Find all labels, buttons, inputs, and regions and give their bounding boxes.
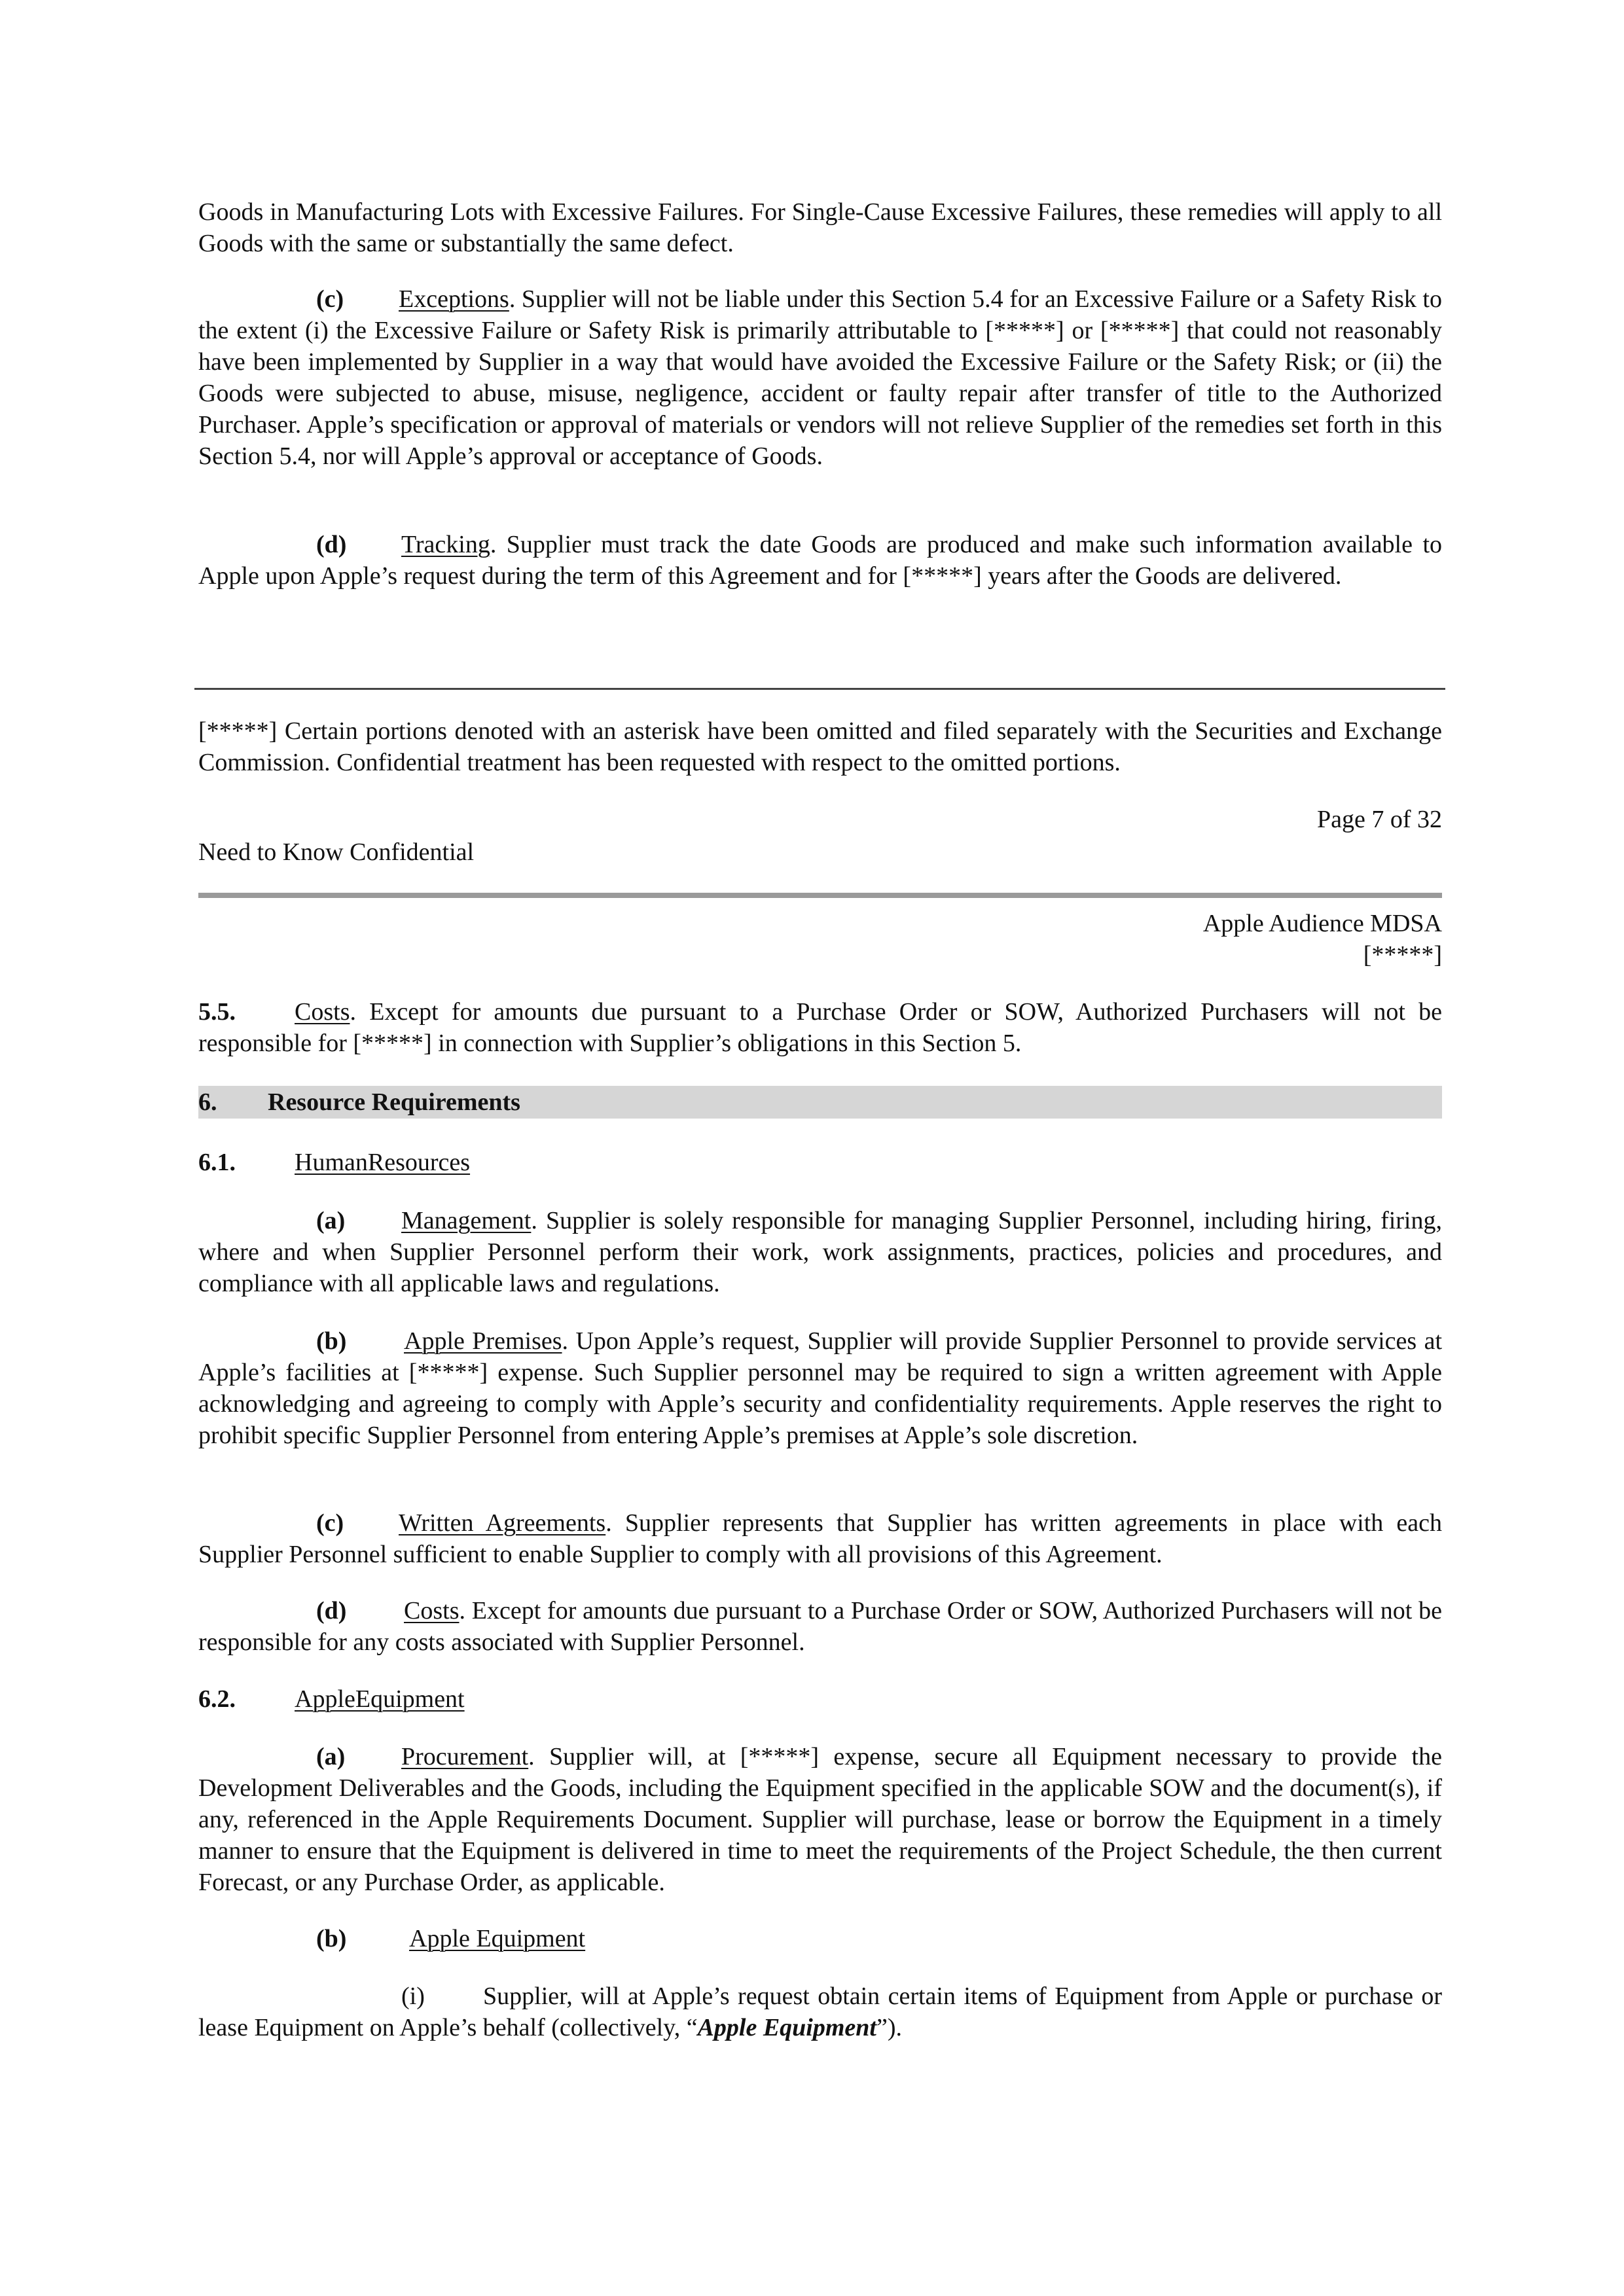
clause-title: Apple Premises <box>404 1327 562 1355</box>
section-title: Resource Requirements <box>268 1088 520 1116</box>
section-title: HumanResources <box>295 1149 471 1176</box>
header-title <box>198 908 1442 939</box>
clause-text: . Supplier will, at [*****] expense, secure all Equipment necessary to provide the Development Deliverables and the Goods, including the Equipment specified in the applicable SOW and the document(s), if any, referenced in the Apple Requirements Document. Supplier will purchase, lease or borrow the Equipment in a timely manner to ensure that the Equipment is delivered in time to meet the requirements of the Project Schedule, the then current Forecast, or any Purchase Order, as applicable. <box>198 1743 1442 1896</box>
section-title: AppleEquipment <box>295 1685 465 1713</box>
clause-title: Management <box>401 1207 532 1234</box>
subclause-end: ”). <box>876 2014 903 2041</box>
page-number-text: Page 7 of 32 <box>1316 806 1442 833</box>
header-title-text: Apple Audience MDSA <box>1202 910 1442 937</box>
clause-label: (b) <box>316 1327 347 1355</box>
clause-text: . Supplier is solely responsible for managing Supplier Personnel, including hiring, firing, where and when Supplier Personnel perform their work, work assignments, practices, policies and procedures, and compliance with all applicable laws and regulations. <box>198 1207 1442 1297</box>
clause-title: Costs <box>404 1597 460 1624</box>
subclause-text: Supplier, will at Apple’s request obtain certain items of Equipment from Apple or purchase or lease Equipment on Apple’s behalf (collectively, “ <box>198 1982 1442 2041</box>
header-divider <box>198 893 1442 898</box>
clause-title: Tracking <box>401 531 490 558</box>
clause-label: (a) <box>316 1743 346 1770</box>
paragraph-text: Goods in Manufacturing Lots with Excessive Failures. For Single-Cause Excessive Failures, these remedies will apply to all Goods with the same or substantially the same defect. <box>198 198 1442 257</box>
clause-text: . Supplier will not be liable under this Section 5.4 for an Excessive Failure or a Safety Risk to the extent (i) the Excessive Failure or Safety Risk is primarily attributable to [*****] or [*****] that could not reasonably have been implemented by Supplier in a way that would have avoided the Excessive Failure or the Safety Risk; or (ii) the Goods were subjected to abuse, misuse, negligence, accident or faulty repair after transfer of title to the Authorized Purchaser. Apple’s specification or approval of materials or vendors will not relieve Supplier of the remedies set forth in this Section 5.4, nor will Apple’s approval or acceptance of Goods. <box>198 285 1442 470</box>
section-6-2-heading <box>198 1683 1442 1715</box>
clause-6-1-a <box>198 1205 1442 1299</box>
section-5-5 <box>198 996 1442 1059</box>
clause-6-1-d <box>198 1595 1442 1658</box>
clause-label: (d) <box>316 531 347 558</box>
section-number: 5.5. <box>198 998 236 1026</box>
clause-5-4-c <box>198 283 1442 472</box>
section-6-1-heading <box>198 1147 1442 1178</box>
clause-6-2-b <box>198 1923 1442 1954</box>
clause-title: Procurement <box>401 1743 529 1770</box>
clause-6-2-a <box>198 1741 1442 1898</box>
paragraph-continuation <box>198 196 1442 259</box>
section-text: . Except for amounts due pursuant to a Purchase Order or SOW, Authorized Purchasers will not be responsible for [*****] in connection with Supplier’s obligations in this Section 5. <box>198 998 1442 1057</box>
clause-6-1-c <box>198 1507 1442 1570</box>
footer-divider <box>194 688 1445 690</box>
clause-title: Apple Equipment <box>409 1925 586 1952</box>
clause-text: . Supplier represents that Supplier has written agreements in place with each Supplier Personnel sufficient to enable Supplier to comply with all provisions of this Agreement. <box>198 1509 1442 1568</box>
section-number: 6.1. <box>198 1149 236 1176</box>
clause-text: . Upon Apple’s request, Supplier will provide Supplier Personnel to provide services at Apple’s facilities at [*****] expense. Such Supplier personnel may be required to sign a written agreement with Apple acknowledging and agreeing to comply with Apple’s security and confidentiality requirements. Apple reserves the right to prohibit specific Supplier Personnel from entering Apple’s premises at Apple’s sole discretion. <box>198 1327 1442 1449</box>
section-title: Costs <box>295 998 350 1026</box>
footer-note-text: [*****] Certain portions denoted with an asterisk have been omitted and filed separately with the Securities and Exchange Commission. Confidential treatment has been requested with respect to the omitted portions. <box>198 717 1442 776</box>
clause-label: (c) <box>316 285 344 313</box>
header-code <box>198 939 1442 971</box>
clause-text: . Except for amounts due pursuant to a Purchase Order or SOW, Authorized Purchasers will not be responsible for any costs associated with Supplier Personnel. <box>198 1597 1442 1656</box>
header-code-text: [*****] <box>1363 941 1442 969</box>
clause-label: (c) <box>316 1509 344 1537</box>
section-number: 6. <box>198 1088 217 1116</box>
defined-term: Apple Equipment <box>697 2014 876 2041</box>
clause-label: (b) <box>316 1925 347 1952</box>
clause-label: (d) <box>316 1597 347 1624</box>
confidential-text: Need to Know Confidential <box>198 838 475 866</box>
clause-title: Written Agreements <box>399 1509 606 1537</box>
clause-text: . Supplier must track the date Goods are produced and make such information available to Apple upon Apple’s request during the term of this Agreement and for [*****] years after the Goods are delivered. <box>198 531 1442 590</box>
subclause-label: (i) <box>401 1982 425 2010</box>
section-6-heading <box>198 1086 1442 1118</box>
footer-note <box>198 715 1442 778</box>
confidential-label <box>198 836 1442 868</box>
clause-5-4-d <box>198 529 1442 592</box>
clause-label: (a) <box>316 1207 346 1234</box>
page-number <box>198 804 1442 835</box>
section-number: 6.2. <box>198 1685 236 1713</box>
clause-6-1-b <box>198 1325 1442 1451</box>
clause-title: Exceptions <box>399 285 509 313</box>
clause-6-2-b-i <box>198 1981 1442 2043</box>
